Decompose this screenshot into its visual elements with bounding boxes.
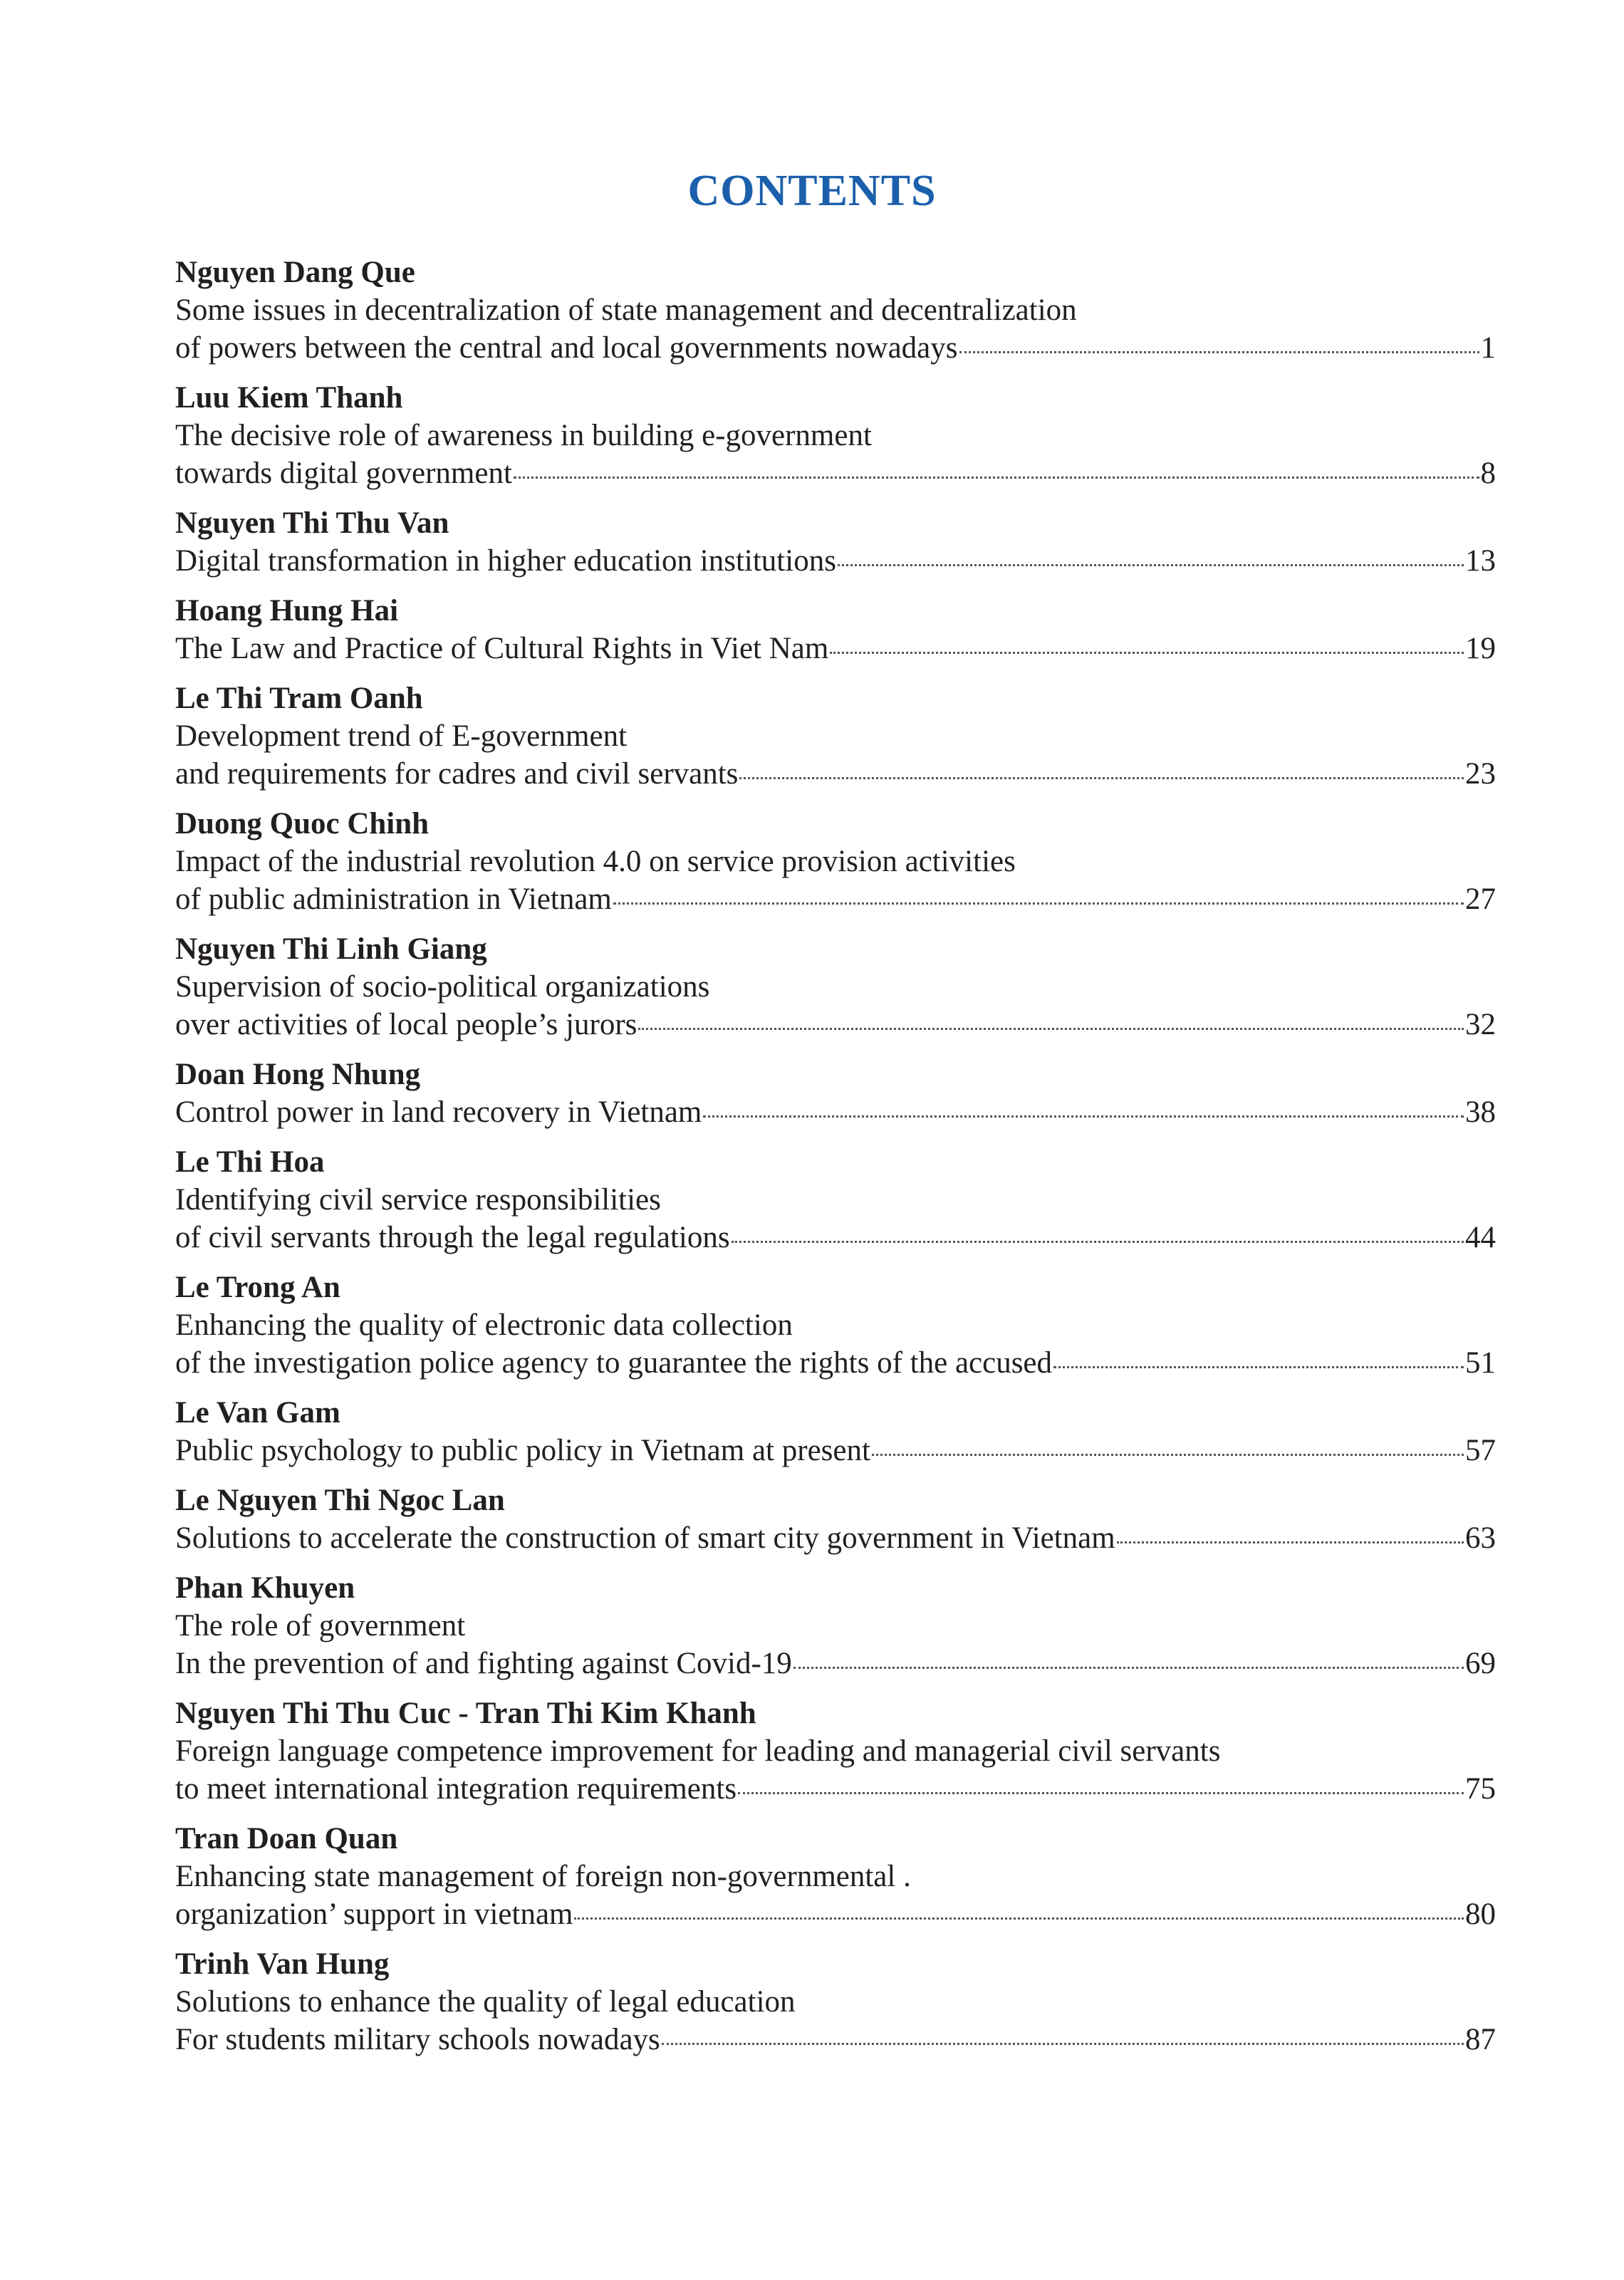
toc-author: Phan Khuyen [175, 1571, 355, 1605]
toc-title-line: Solutions to enhance the quality of legal education [175, 1985, 796, 2019]
page-number: 13 [1465, 544, 1496, 578]
toc-title-line: Impact of the industrial revolution 4.0 on service provision activities [175, 845, 1016, 878]
toc-title-line: of civil servants through the legal regulations [175, 1221, 730, 1254]
toc-entry[interactable] [175, 592, 1496, 667]
toc-entry[interactable] [175, 1143, 1496, 1256]
toc-title-line: towards digital government [175, 457, 512, 490]
toc-title-line: Digital transformation in higher education institutions [175, 544, 836, 578]
dot-leader [514, 477, 1479, 479]
toc-author: Nguyen Dang Que [175, 256, 415, 289]
dot-leader [613, 902, 1464, 905]
toc-title-line-with-page [175, 880, 1496, 918]
toc-title-line: organization’ support in vietnam [175, 1898, 573, 1931]
toc-title-line-with-page [175, 1344, 1496, 1382]
toc-title-line: of public administration in Vietnam [175, 883, 612, 916]
page-title: CONTENTS [687, 167, 937, 215]
toc-title-line-with-page [175, 329, 1496, 367]
toc-entry[interactable] [175, 1820, 1496, 1933]
dot-leader [662, 2043, 1464, 2045]
page-number: 80 [1465, 1898, 1496, 1931]
toc-title-line-with-page [175, 1895, 1496, 1933]
toc-title-line-with-page [175, 1645, 1496, 1682]
toc-title-line-with-page [175, 2021, 1496, 2058]
toc-author: Le Nguyen Thi Ngoc Lan [175, 1484, 505, 1517]
toc-entry[interactable] [175, 930, 1496, 1043]
page-number: 8 [1480, 457, 1496, 490]
toc-entry[interactable] [175, 1269, 1496, 1382]
page-number: 69 [1465, 1647, 1496, 1680]
page-number: 27 [1465, 883, 1496, 916]
toc-title-line-with-page [175, 1519, 1496, 1557]
toc-title-line: The role of government [175, 1609, 466, 1643]
toc-title-line: Identifying civil service responsibilities [175, 1183, 661, 1217]
toc-title-line-with-page [175, 1432, 1496, 1469]
dot-leader [959, 351, 1479, 353]
page-number: 44 [1465, 1221, 1496, 1254]
page-number: 1 [1480, 331, 1496, 365]
dot-leader [738, 1792, 1464, 1794]
toc-title-line: of powers between the central and local governments nowadays [175, 331, 958, 365]
toc-author: Nguyen Thi Linh Giang [175, 932, 487, 966]
toc-entry[interactable] [175, 379, 1496, 492]
toc-entry[interactable] [175, 1482, 1496, 1557]
page-number: 63 [1465, 1521, 1496, 1555]
toc-entry[interactable] [175, 254, 1496, 367]
toc-title-line-with-page [175, 1006, 1496, 1043]
toc-title-line: Solutions to accelerate the construction of smart city government in Vietnam [175, 1521, 1115, 1555]
toc-author: Luu Kiem Thanh [175, 381, 403, 415]
toc-author: Nguyen Thi Thu Van [175, 506, 449, 540]
toc-title-line-with-page [175, 755, 1496, 793]
page-number: 32 [1465, 1008, 1496, 1041]
page-number: 23 [1465, 757, 1496, 791]
toc-title-line: The Law and Practice of Cultural Rights in Viet Nam [175, 632, 829, 665]
dot-leader [574, 1917, 1464, 1920]
dot-leader [638, 1028, 1464, 1030]
page-number: 57 [1465, 1434, 1496, 1467]
toc-entry[interactable] [175, 805, 1496, 918]
toc-title-line-with-page [175, 1219, 1496, 1256]
dot-leader [739, 777, 1464, 779]
page-number: 87 [1465, 2023, 1496, 2056]
toc-entry[interactable] [175, 1056, 1496, 1131]
page-number: 75 [1465, 1772, 1496, 1806]
dot-leader [793, 1667, 1464, 1669]
toc-title-line: Supervision of socio-political organizations [175, 970, 710, 1004]
dot-leader [732, 1241, 1464, 1243]
toc-title-line: Enhancing state management of foreign non-governmental . [175, 1860, 911, 1893]
toc-title-line: over activities of local people’s jurors [175, 1008, 637, 1041]
toc-author: Le Thi Hoa [175, 1145, 325, 1179]
page-number: 51 [1465, 1346, 1496, 1380]
dot-leader [703, 1115, 1464, 1118]
toc-entry[interactable] [175, 1394, 1496, 1469]
toc-title-line: Public psychology to public policy in Vietnam at present [175, 1434, 870, 1467]
toc-title-line: In the prevention of and fighting against Covid-19 [175, 1647, 792, 1680]
toc-entry[interactable] [175, 1695, 1496, 1808]
toc-author: Hoang Hung Hai [175, 594, 399, 628]
toc-entry[interactable] [175, 1569, 1496, 1682]
dot-leader [838, 564, 1464, 566]
page-number: 19 [1465, 632, 1496, 665]
toc-title-line: For students military schools nowadays [175, 2023, 660, 2056]
dot-leader [872, 1454, 1464, 1456]
page-number: 38 [1465, 1095, 1496, 1129]
toc-title-line: Development trend of E-government [175, 719, 628, 753]
toc-title-line: to meet international integration requirements [175, 1772, 737, 1806]
toc-title-line-with-page [175, 454, 1496, 492]
toc-title-line-with-page [175, 1770, 1496, 1808]
toc-author: Nguyen Thi Thu Cuc - Tran Thi Kim Khanh [175, 1697, 756, 1730]
dot-leader [1117, 1541, 1464, 1544]
toc-author: Le Van Gam [175, 1396, 340, 1430]
dot-leader [830, 652, 1464, 654]
toc-title-line-with-page [175, 542, 1496, 580]
table-of-contents [175, 254, 1496, 2071]
toc-title-line: and requirements for cadres and civil servants [175, 757, 739, 791]
toc-title-line: Some issues in decentralization of state management and decentralization [175, 293, 1077, 327]
toc-entry[interactable] [175, 1945, 1496, 2058]
toc-title-line: Enhancing the quality of electronic data collection [175, 1308, 793, 1342]
toc-title-line: of the investigation police agency to guarantee the rights of the accused [175, 1346, 1053, 1380]
toc-title-line: Foreign language competence improvement for leading and managerial civil servants [175, 1734, 1221, 1768]
toc-title-line: Control power in land recovery in Vietnam [175, 1095, 702, 1129]
toc-author: Doan Hong Nhung [175, 1058, 421, 1091]
toc-title-line: The decisive role of awareness in building e-government [175, 419, 872, 452]
toc-author: Tran Doan Quan [175, 1822, 398, 1855]
dot-leader [1053, 1366, 1464, 1368]
toc-entry[interactable] [175, 504, 1496, 580]
toc-author: Trinh Van Hung [175, 1947, 390, 1981]
toc-title-line-with-page [175, 630, 1496, 667]
toc-author: Le Thi Tram Oanh [175, 682, 423, 715]
toc-author: Duong Quoc Chinh [175, 807, 430, 840]
toc-author: Le Trong An [175, 1271, 340, 1304]
toc-entry[interactable] [175, 680, 1496, 793]
toc-title-line-with-page [175, 1093, 1496, 1131]
